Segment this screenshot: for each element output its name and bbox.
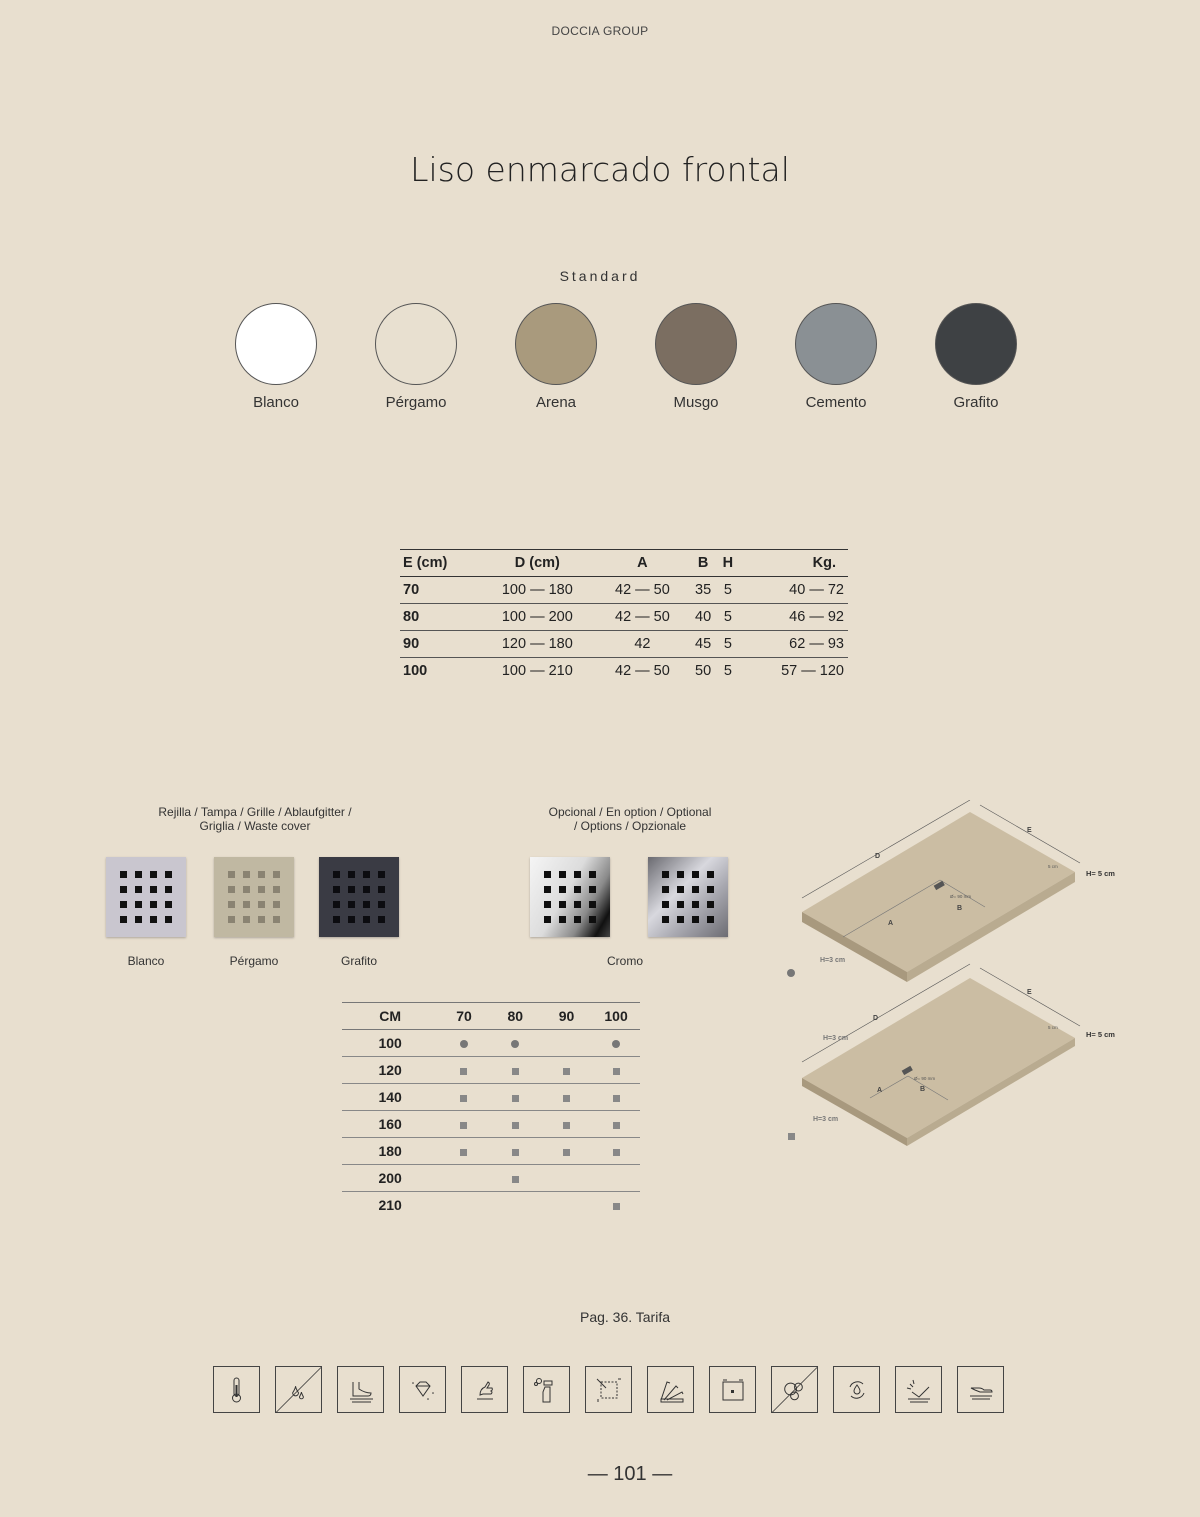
- grille-hole: [559, 871, 566, 878]
- availability-square-marker: [512, 1068, 519, 1075]
- dim-label-a: A: [877, 1087, 883, 1094]
- availability-square-marker: [613, 1095, 620, 1102]
- shower-tray-diagrams: [780, 800, 1160, 1160]
- availability-square-marker: [460, 1068, 467, 1075]
- grille-hole: [120, 871, 127, 878]
- table-cell: [541, 1192, 592, 1219]
- grille-hole: [574, 871, 581, 878]
- availability-square-marker: [613, 1068, 620, 1075]
- dim-label-b: B: [957, 905, 963, 912]
- no-bacteria-icon: [771, 1366, 818, 1413]
- grille-hole: [258, 916, 265, 923]
- grille-hole: [662, 916, 669, 923]
- table-row: [342, 1165, 640, 1192]
- table-cell: 40: [688, 604, 717, 631]
- availability-square-marker: [512, 1122, 519, 1129]
- availability-dot-marker: [511, 1040, 519, 1048]
- color-swatches: [206, 303, 1046, 411]
- table-cell: [541, 1030, 592, 1057]
- grille-hole: [348, 916, 355, 923]
- grille-hole: [165, 886, 172, 893]
- table-cell: [438, 1192, 489, 1219]
- col-header: A: [596, 550, 688, 577]
- table-row: [342, 1138, 640, 1165]
- label-line: / Options / Opzionale: [573, 819, 687, 833]
- grille-hole: [378, 916, 385, 923]
- table-row: [400, 577, 848, 604]
- grille-blanco: [106, 857, 186, 937]
- table-cell: 200: [342, 1165, 438, 1192]
- page-title: Liso enmarcado frontal: [410, 150, 790, 189]
- color-palette-icon: [647, 1366, 694, 1413]
- grille-hole: [589, 871, 596, 878]
- col-header: H: [718, 550, 738, 577]
- swatch-circle: [515, 303, 597, 385]
- table-row: [400, 604, 848, 631]
- grille-hole: [150, 886, 157, 893]
- table-cell: 120: [342, 1057, 438, 1084]
- grille-hole: [544, 871, 551, 878]
- table-cell: [438, 1138, 489, 1165]
- standard-colors-label: Standard: [559, 268, 641, 284]
- grille-hole: [544, 916, 551, 923]
- table-row: [342, 1084, 640, 1111]
- table-cell: 100 — 210: [501, 663, 573, 679]
- col-header: E (cm): [400, 550, 478, 577]
- grille-hole: [135, 886, 142, 893]
- grille-hole: [692, 916, 699, 923]
- grille-hole: [707, 886, 714, 893]
- availability-square-marker: [613, 1203, 620, 1210]
- grille-hole: [333, 871, 340, 878]
- height-3-label: H=3 cm: [823, 1035, 849, 1042]
- recyclable-icon: [833, 1366, 880, 1413]
- grille-hole: [544, 901, 551, 908]
- grille-hole: [559, 901, 566, 908]
- uv-resistant-icon: [895, 1366, 942, 1413]
- grille-hole: [677, 871, 684, 878]
- grille-hole: [662, 901, 669, 908]
- drain-diameter-label: Ø= 90 mm: [950, 894, 972, 899]
- availability-square-marker: [460, 1095, 467, 1102]
- table-cell: 90: [400, 631, 478, 658]
- grille-caption: Pérgamo: [229, 954, 279, 968]
- table-row: [342, 1111, 640, 1138]
- table-row: [342, 1057, 640, 1084]
- spray-cleaner-icon: [523, 1366, 570, 1413]
- availability-square-marker: [563, 1095, 570, 1102]
- grille-hole: [559, 886, 566, 893]
- availability-square-marker: [613, 1149, 620, 1156]
- table-cell: 62 — 93: [738, 631, 848, 658]
- grille-hole: [378, 901, 385, 908]
- grille-hole: [589, 916, 596, 923]
- swatch-cemento: [766, 303, 906, 411]
- table-cell: [592, 1192, 640, 1219]
- grille-hole: [135, 916, 142, 923]
- grille-caption: Blanco: [127, 954, 165, 968]
- thermometer-icon: [213, 1366, 260, 1413]
- col-header: B: [688, 550, 717, 577]
- grille-hole: [333, 901, 340, 908]
- table-cell: 100: [342, 1030, 438, 1057]
- grille-hole: [333, 886, 340, 893]
- grille-hole: [120, 886, 127, 893]
- grille-hole: [165, 916, 172, 923]
- grille-cromo-2: [648, 857, 728, 937]
- diagram-top: [787, 800, 1115, 982]
- square-grille-marker: [788, 1133, 795, 1140]
- table-cell: [592, 1165, 640, 1192]
- grille-hole: [243, 916, 250, 923]
- availability-square-marker: [460, 1122, 467, 1129]
- standard-grille-label: [130, 805, 380, 833]
- swatch-circle: [375, 303, 457, 385]
- grille-hole: [574, 916, 581, 923]
- table-cell: [541, 1165, 592, 1192]
- table-cell: 5: [718, 577, 738, 604]
- label-line: Opcional / En option / Optional: [548, 805, 712, 819]
- col-header: CM: [342, 1003, 438, 1030]
- grille-hole: [363, 871, 370, 878]
- dim-label-d: D: [875, 853, 881, 860]
- grille-hole: [363, 901, 370, 908]
- col-header: Kg.: [738, 550, 848, 577]
- table-cell: 42 — 50: [596, 577, 688, 604]
- feature-icons-row: [213, 1366, 1004, 1413]
- table-cell: [592, 1030, 640, 1057]
- soft-touch-icon: [957, 1366, 1004, 1413]
- grille-hole: [273, 871, 280, 878]
- grille-hole: [165, 901, 172, 908]
- table-cell: [592, 1084, 640, 1111]
- grille-hole: [120, 916, 127, 923]
- grille-caption: Grafito: [340, 954, 377, 968]
- dim-label-e: E: [1027, 989, 1032, 996]
- table-cell: [490, 1111, 541, 1138]
- table-cell: 80: [400, 604, 478, 631]
- grille-hole: [243, 886, 250, 893]
- table-cell: 35: [688, 577, 717, 604]
- dimensions-table: [400, 549, 848, 684]
- dim-label-e: E: [1027, 827, 1032, 834]
- table-cell: 57 — 120: [781, 663, 844, 679]
- col-header: D (cm): [478, 550, 596, 577]
- swatch-circle: [655, 303, 737, 385]
- price-reference: Pag. 36. Tarifa: [579, 1309, 671, 1325]
- grille-hole: [363, 916, 370, 923]
- table-cell: 5: [718, 631, 738, 658]
- availability-square-marker: [563, 1149, 570, 1156]
- dim-label-a: A: [888, 920, 894, 927]
- grille-hole: [228, 871, 235, 878]
- availability-square-marker: [512, 1176, 519, 1183]
- grille-hole: [677, 916, 684, 923]
- table-cell: 42: [596, 631, 688, 658]
- table-cell: [541, 1057, 592, 1084]
- grille-hole: [348, 886, 355, 893]
- grille-hole: [348, 901, 355, 908]
- grille-hole: [243, 871, 250, 878]
- table-cell: 180: [342, 1138, 438, 1165]
- table-cell: [541, 1138, 592, 1165]
- col-header: 100: [592, 1003, 640, 1030]
- swatch-pergamo: [346, 303, 486, 411]
- swatch-blanco: [206, 303, 346, 411]
- table-cell: [490, 1138, 541, 1165]
- grille-hole: [544, 886, 551, 893]
- grille-hole: [165, 871, 172, 878]
- availability-square-marker: [512, 1095, 519, 1102]
- table-cell: [490, 1192, 541, 1219]
- grille-hole: [574, 886, 581, 893]
- table-cell: [438, 1084, 489, 1111]
- grille-hole: [707, 916, 714, 923]
- table-cell: 70: [400, 577, 478, 604]
- col-header: 90: [541, 1003, 592, 1030]
- table-cell: [490, 1030, 541, 1057]
- grille-hole: [228, 886, 235, 893]
- grille-hole: [348, 871, 355, 878]
- grille-hole: [135, 901, 142, 908]
- grille-grafito: [319, 857, 399, 937]
- tray-top-surface: [802, 812, 1075, 972]
- table-cell: [592, 1057, 640, 1084]
- swatch-label: Grafito: [953, 394, 999, 411]
- availability-dot-marker: [460, 1040, 468, 1048]
- page-number: — 101 —: [587, 1463, 673, 1485]
- table-cell: [541, 1111, 592, 1138]
- table-cell: 120 — 180: [478, 631, 596, 658]
- margin-label: 5 cm: [1048, 1025, 1058, 1030]
- grille-hole: [589, 886, 596, 893]
- table-cell: 46 — 92: [738, 604, 848, 631]
- availability-square-marker: [460, 1149, 467, 1156]
- grille-hole: [258, 871, 265, 878]
- cut-to-size-icon: [585, 1366, 632, 1413]
- grille-hole: [589, 901, 596, 908]
- height-5-label: H= 5 cm: [1086, 869, 1115, 878]
- tray-top-surface: [802, 978, 1075, 1138]
- height-5-label: H= 5 cm: [1086, 1030, 1115, 1039]
- table-cell: 42 — 50: [615, 663, 670, 679]
- swatch-arena: [486, 303, 626, 411]
- table-cell: 100 — 180: [478, 577, 596, 604]
- grille-hole: [243, 901, 250, 908]
- grille-cromo-1: [530, 857, 610, 937]
- dim-label-b: B: [920, 1086, 926, 1093]
- foot-comfort-icon: [337, 1366, 384, 1413]
- table-cell: 50: [695, 663, 712, 679]
- drain-position-icon: [709, 1366, 756, 1413]
- table-cell: [438, 1057, 489, 1084]
- availability-square-marker: [563, 1068, 570, 1075]
- swatch-label: Blanco: [253, 394, 299, 411]
- table-cell: [592, 1111, 640, 1138]
- table-cell: 40 — 72: [738, 577, 848, 604]
- grille-hole: [559, 916, 566, 923]
- swatch-label: Pérgamo: [385, 394, 447, 411]
- table-cell: [541, 1084, 592, 1111]
- optional-grille-label: [510, 805, 750, 833]
- swatch-circle: [795, 303, 877, 385]
- margin-label: 5 cm: [1048, 864, 1058, 869]
- table-cell: 140: [342, 1084, 438, 1111]
- dim-label-d: D: [873, 1015, 879, 1022]
- grille-hole: [662, 871, 669, 878]
- grille-hole: [150, 901, 157, 908]
- grille-hole: [677, 886, 684, 893]
- grille-hole: [258, 901, 265, 908]
- table-cell: 100 — 200: [478, 604, 596, 631]
- grille-hole: [273, 886, 280, 893]
- swatch-circle: [935, 303, 1017, 385]
- table-cell: [438, 1111, 489, 1138]
- grille-hole: [135, 871, 142, 878]
- table-cell: 45: [688, 631, 717, 658]
- swatch-label: Arena: [535, 394, 577, 411]
- diamond-icon: [399, 1366, 446, 1413]
- drain-diameter-label: Ø= 90 mm: [914, 1076, 936, 1081]
- grille-hole: [120, 901, 127, 908]
- grille-hole: [363, 886, 370, 893]
- grille-hole: [273, 916, 280, 923]
- grille-hole: [378, 871, 385, 878]
- availability-square-marker: [563, 1122, 570, 1129]
- table-cell: 5: [723, 663, 732, 679]
- swatch-musgo: [626, 303, 766, 411]
- grille-hole: [273, 901, 280, 908]
- height-3-label: H=3 cm: [813, 1116, 839, 1123]
- easy-clean-icon: [461, 1366, 508, 1413]
- diagram-bottom: [788, 964, 1115, 1146]
- table-header-row: [342, 1003, 640, 1030]
- table-header-row: [400, 550, 848, 577]
- col-header: 80: [490, 1003, 541, 1030]
- grille-hole: [692, 886, 699, 893]
- grille-caption: Cromo: [606, 954, 643, 968]
- swatch-circle: [235, 303, 317, 385]
- table-cell: 42 — 50: [596, 604, 688, 631]
- grille-pergamo: [214, 857, 294, 937]
- table-row: [400, 631, 848, 658]
- grille-hole: [378, 886, 385, 893]
- grille-hole: [677, 901, 684, 908]
- grille-hole: [692, 871, 699, 878]
- table-cell: [592, 1138, 640, 1165]
- height-3-label: H=3 cm: [820, 957, 846, 964]
- table-row: [342, 1030, 640, 1057]
- table-cell: 5: [718, 604, 738, 631]
- round-grille-marker: [787, 969, 795, 977]
- grille-hole: [150, 871, 157, 878]
- label-line: Rejilla / Tampa / Grille / Ablaufgitter /: [158, 805, 352, 819]
- table-cell: [490, 1084, 541, 1111]
- grille-hole: [707, 901, 714, 908]
- col-header: 70: [438, 1003, 489, 1030]
- availability-square-marker: [512, 1149, 519, 1156]
- swatch-label: Musgo: [673, 394, 719, 411]
- table-cell: [490, 1165, 541, 1192]
- grille-hole: [228, 916, 235, 923]
- availability-dot-marker: [612, 1040, 620, 1048]
- table-row: [342, 1192, 640, 1219]
- grille-hole: [228, 901, 235, 908]
- availability-table: [342, 1002, 640, 1218]
- table-row: [400, 658, 848, 685]
- label-line: Griglia / Waste cover: [199, 819, 311, 833]
- brand-header: DOCCIA GROUP: [551, 24, 649, 38]
- swatch-grafito: [906, 303, 1046, 411]
- table-cell: 210: [378, 1197, 402, 1213]
- table-cell: [438, 1030, 489, 1057]
- swatch-label: Cemento: [805, 394, 867, 411]
- grille-hole: [707, 871, 714, 878]
- grille-hole: [333, 916, 340, 923]
- grille-hole: [150, 916, 157, 923]
- table-cell: [438, 1165, 489, 1192]
- grille-hole: [574, 901, 581, 908]
- table-cell: 160: [342, 1111, 438, 1138]
- anti-slip-icon: [275, 1366, 322, 1413]
- grille-hole: [692, 901, 699, 908]
- table-cell: 100: [403, 663, 428, 679]
- grille-hole: [258, 886, 265, 893]
- table-cell: [490, 1057, 541, 1084]
- grille-hole: [662, 886, 669, 893]
- availability-square-marker: [613, 1122, 620, 1129]
